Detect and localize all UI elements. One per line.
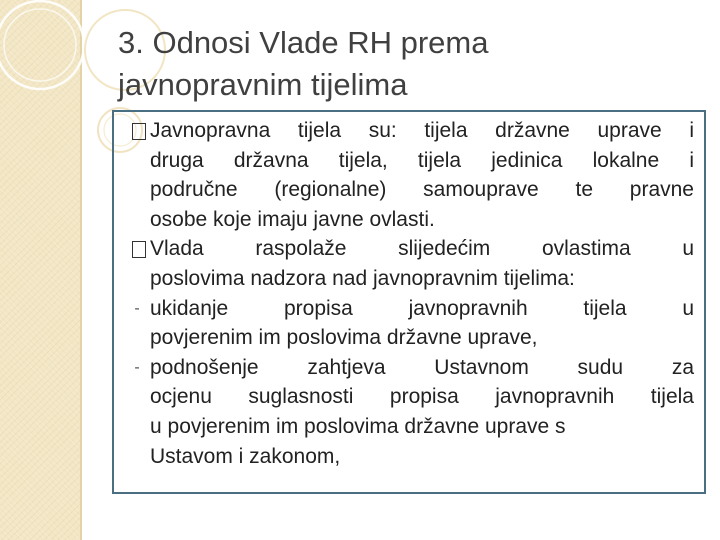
dash-bullet: - <box>134 358 140 376</box>
list-item-constitutional-court <box>128 353 694 471</box>
dash-bullet: - <box>134 299 140 317</box>
list-item-line: povjerenim im poslovima državne uprave, <box>150 326 538 350</box>
list-item-repeal <box>128 294 694 353</box>
list-item-line: Javnopravna tijela su: tijela državne uprave i <box>150 119 694 142</box>
list-item-line: područne (regionalne) samouprave te pravne <box>150 178 694 202</box>
bullet-list <box>128 116 694 471</box>
page-title <box>118 22 688 106</box>
title-line-2: javnopravnim tijelima <box>118 67 408 102</box>
list-item-line: ukidanje propisa javnopravnih tijela u <box>150 296 694 320</box>
box-bullet-icon <box>132 241 146 258</box>
list-item-line: ocjenu suglasnosti propisa javnopravnih tijela <box>150 385 694 409</box>
list-item-line: podnošenje zahtjeva Ustavnom sudu za <box>150 355 694 379</box>
list-item-line: osobe koje imaju javne ovlasti. <box>150 207 435 231</box>
list-item-line: Ustavom i zakonom, <box>150 444 341 468</box>
title-line-1: 3. Odnosi Vlade RH prema <box>118 25 489 60</box>
box-bullet-icon <box>132 123 146 140</box>
list-item-line: Vlada raspolaže slijedećim ovlastima u <box>150 237 694 261</box>
list-item-line: poslovima nadzora nad javnopravnim tijelima: <box>150 266 575 290</box>
list-item-line: u povjerenim im poslovima državne uprave s <box>150 414 566 438</box>
list-item-government-powers <box>128 234 694 293</box>
list-item-public-bodies <box>128 116 694 234</box>
list-item-line: druga državna tijela, tijela jedinica lokalne i <box>150 148 694 172</box>
